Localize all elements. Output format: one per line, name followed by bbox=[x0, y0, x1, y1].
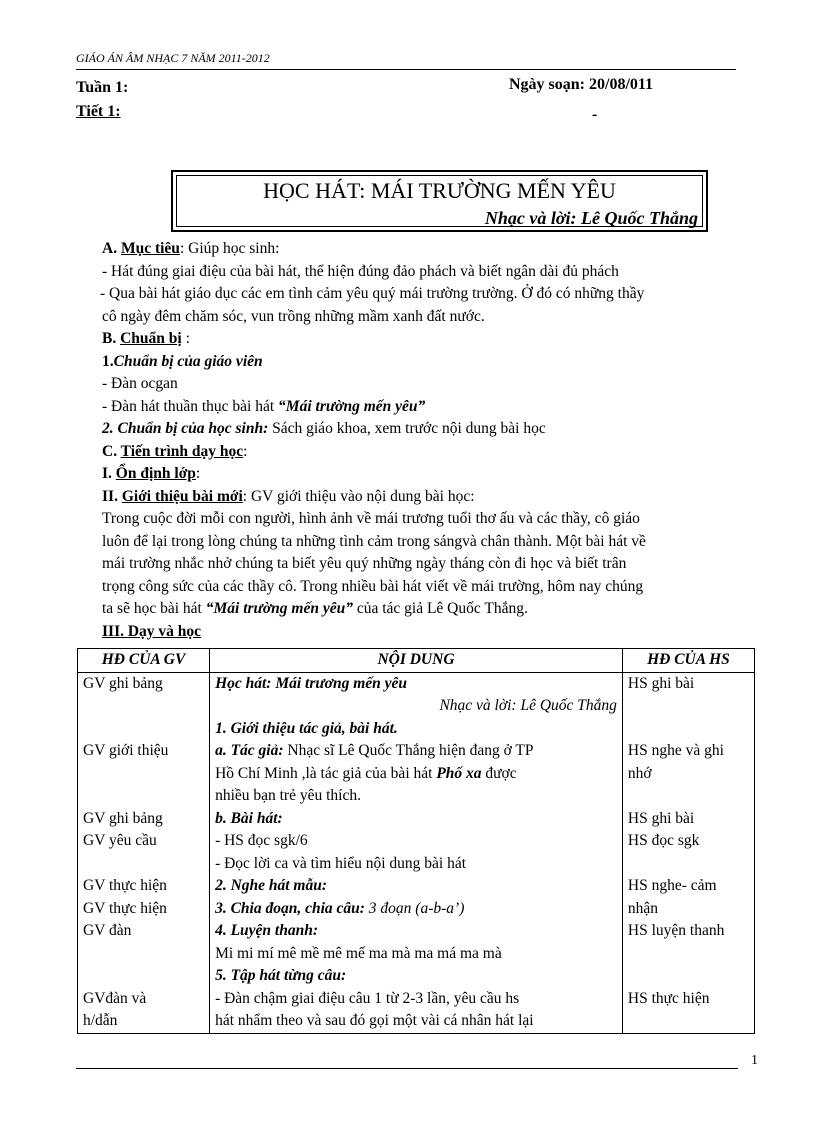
footer-rule bbox=[76, 1068, 738, 1069]
intro-paragraph-line: luôn để lại trong lòng chúng ta những tình cảm trong sángvà chân thành. Một bài hát về bbox=[102, 532, 646, 550]
section-b-heading: B. Chuẩn bị : bbox=[102, 330, 190, 347]
section-c-heading: C. Tiến trình dạy học: bbox=[102, 442, 248, 460]
section-b2-line: 2. Chuẩn bị của học sinh: Sách giáo khoa, xem trước nội dung bài học bbox=[102, 420, 546, 437]
header-content: NỘI DUNG bbox=[210, 649, 623, 673]
header-doc-title: GIÁO ÁN ÂM NHẠC 7 NĂM 2011-2012 bbox=[76, 51, 270, 65]
hs-activity-cell: HS ghi bài HS nghe và ghi nhớ HS ghi bài HS đọc sgk HS nghe- cảm nhận HS luyện thanh HS thực hiện bbox=[622, 672, 754, 1033]
section-b1-line: - Đàn ocgan bbox=[102, 375, 178, 392]
week-label: Tuần 1: bbox=[76, 79, 129, 96]
section-ii-heading: II. Giới thiệu bài mới: GV giới thiệu vào nội dung bài học: bbox=[102, 487, 475, 505]
section-i-heading: I. Ổn định lớp: bbox=[102, 465, 201, 482]
section-a-line: - Qua bài hát giáo dục các em tình cảm yêu quý mái trường trường. Ở đó có những thầy bbox=[100, 285, 645, 302]
table-row bbox=[78, 672, 755, 1033]
section-a-line: - Hát đúng giai điệu của bài hát, thể hiện đúng đảo phách và biết ngân dài đủ phách bbox=[102, 262, 619, 280]
stray-dash: - bbox=[592, 106, 598, 123]
header-hs: HĐ CỦA HS bbox=[622, 649, 754, 673]
section-a-heading: A. Mục tiêu: Giúp học sinh: bbox=[102, 240, 280, 257]
table-header-row bbox=[78, 649, 755, 673]
intro-paragraph-line: mái trường nhắc nhở chúng ta biết yêu quý những ngày tháng còn đi học và biết trân bbox=[102, 555, 627, 572]
prepared-date: Ngày soạn: 20/08/011 bbox=[509, 76, 654, 93]
gv-activity-cell: GV ghi bảng GV giới thiệu GV ghi bảng GV yêu cầu GV thực hiện GV thực hiện GV đàn GVđàn và h/dẫn bbox=[78, 672, 210, 1033]
lesson-subtitle: Nhạc và lời: Lê Quốc Thắng bbox=[484, 208, 698, 228]
section-a-line: cô ngày đêm chăm sóc, vun trồng những mầm xanh đất nước. bbox=[102, 307, 485, 325]
section-iii-heading: III. Dạy và học bbox=[102, 622, 202, 640]
title-box bbox=[171, 170, 708, 232]
lesson-body bbox=[102, 238, 762, 643]
section-b1-heading: 1.Chuẩn bị của giáo viên bbox=[102, 352, 263, 370]
page-number: 1 bbox=[751, 1053, 758, 1068]
intro-paragraph-line: Trong cuộc đời mỗi con người, hình ảnh về mái trương tuổi thơ ấu và các thầy, cô giáo bbox=[102, 510, 640, 527]
lesson-title: HỌC HÁT: MÁI TRƯỜNG MẾN YÊU bbox=[263, 178, 616, 203]
intro-paragraph-line: ta sẽ học bài hát “Mái trường mến yêu” của tác giả Lê Quốc Thắng. bbox=[102, 600, 528, 617]
lesson-table bbox=[77, 648, 755, 1034]
header-rule bbox=[76, 69, 736, 70]
section-b1-line: - Đàn hát thuần thục bài hát “Mái trường mến yêu” bbox=[102, 397, 426, 415]
header-gv: HĐ CỦA GV bbox=[78, 649, 210, 673]
lesson-label: Tiết 1: bbox=[76, 103, 121, 120]
content-cell: Học hát: Mái trương mến yêu Nhạc và lời: Lê Quốc Thắng 1. Giới thiệu tác giả, bài hát. a. Tác giả: Nhạc sĩ Lê Quốc Thắng hiện đang ở TP Hồ Chí Minh ,là tác giả của bài hát Phố xa được nhiều bạn trẻ yêu thích. b. Bài hát: - HS đọc sgk/6 - Đọc lời ca và tìm hiểu nội dung bài hát 2. Nghe hát mẫu: 3. Chia đoạn, chia câu: 3 đoạn (a-b-a’) 4. Luyện thanh: Mi mi mí mê mề mê mế ma mà ma má ma mà 5. Tập hát từng câu: - Đàn chậm giai điệu câu 1 từ 2-3 lần, yêu cầu hs hát nhẩm theo và sau đó gọi một vài cá nhân hát lại bbox=[210, 672, 623, 1033]
intro-paragraph-line: trọng công sức của các thầy cô. Trong nhiều bài hát viết về mái trường, hôm nay chúng bbox=[102, 577, 644, 595]
